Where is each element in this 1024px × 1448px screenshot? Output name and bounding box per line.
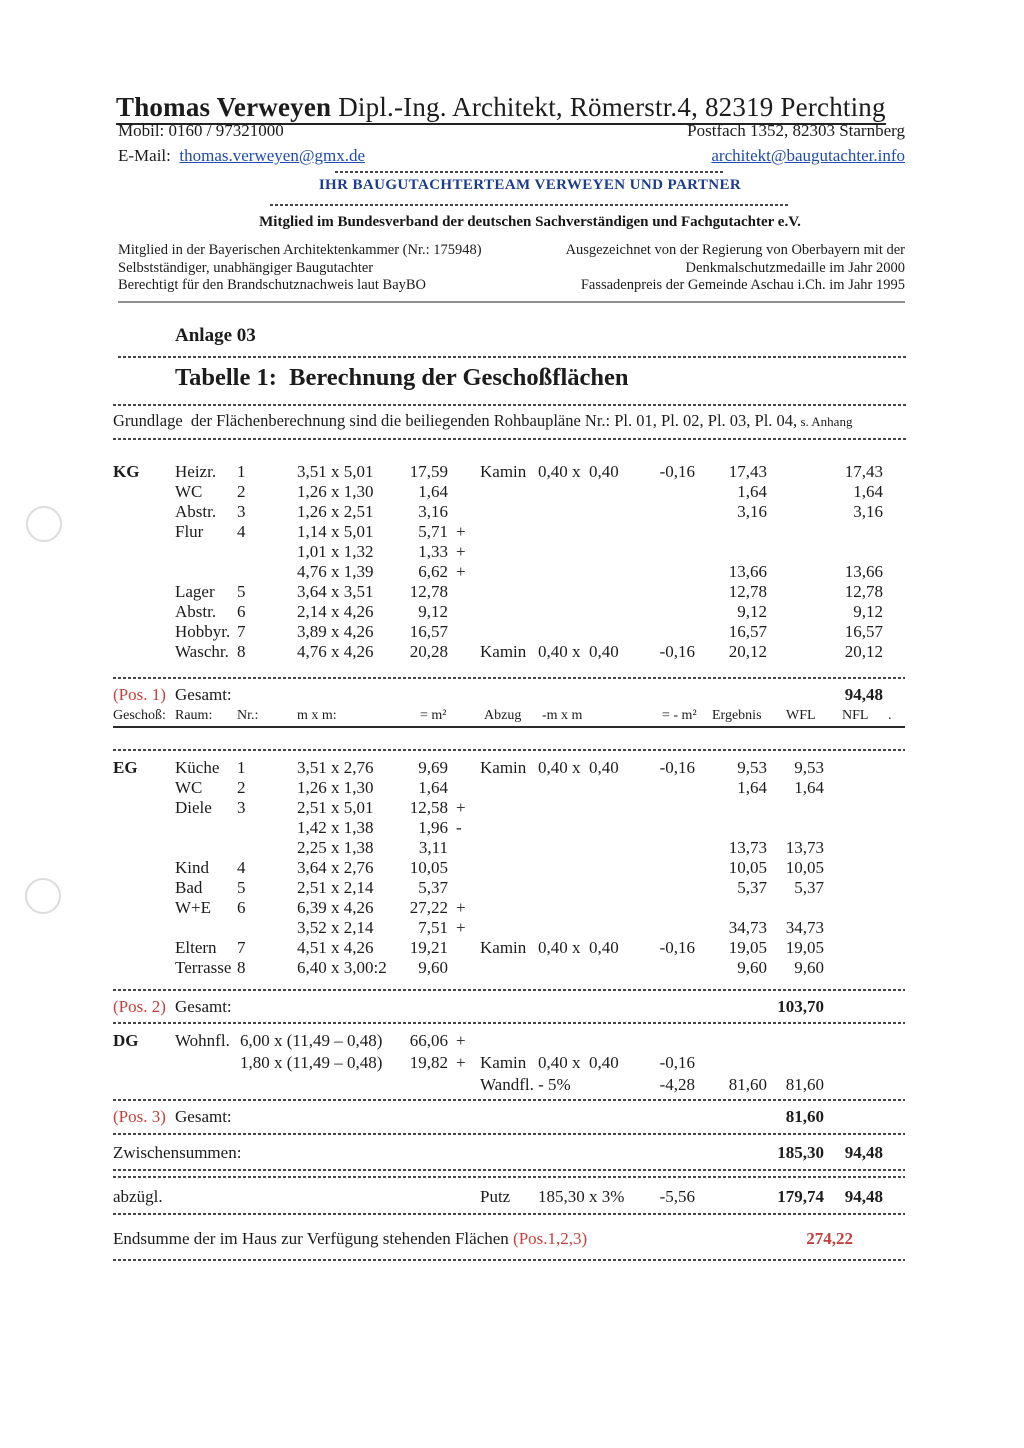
cell-ges: KG xyxy=(113,462,140,481)
cell-ablab: Kamin xyxy=(480,758,527,777)
cell-sqm: 20,28 xyxy=(409,642,448,661)
table-row xyxy=(0,878,1024,898)
cell-erg: 5,37 xyxy=(737,878,767,897)
cell-wfl: 81,60 xyxy=(785,1075,824,1094)
cell-hmxm2: -m x m xyxy=(542,708,583,723)
basis-note: s. Anhang xyxy=(797,414,853,429)
cell-nr: 1 xyxy=(237,462,246,481)
table-row xyxy=(0,622,1024,642)
cell-mxm: 1,14 x 5,01 xyxy=(297,522,374,541)
cell-ablab: Kamin xyxy=(480,462,527,481)
cell-wfl: 81,60 xyxy=(785,1107,824,1126)
cell-nr: 8 xyxy=(237,642,246,661)
cell-raum: Hobbyr. xyxy=(175,622,231,641)
table-row xyxy=(0,542,1024,562)
cell-abres: -0,16 xyxy=(659,642,695,661)
cell-abres: -0,16 xyxy=(659,462,695,481)
cell-ablab: Kamin xyxy=(480,642,527,661)
divider-dashed xyxy=(113,1133,905,1135)
cell-mxm: 4,51 x 4,26 xyxy=(297,938,374,957)
cell-raum: Lager xyxy=(175,582,215,601)
cell-nfl: 94,48 xyxy=(844,1187,883,1206)
cell-mxm: 3,52 x 2,14 xyxy=(297,918,374,937)
cell-raum: Gesamt: xyxy=(175,685,232,704)
cell-wfl: 179,74 xyxy=(777,1187,824,1206)
table-row xyxy=(0,642,1024,662)
divider-dashed xyxy=(113,1176,905,1178)
divider-dashed xyxy=(113,1259,905,1261)
cell-sign: - xyxy=(456,818,462,837)
cell-mxm: 1,26 x 2,51 xyxy=(297,502,374,521)
cell-mxm: 1,01 x 1,32 xyxy=(297,542,374,561)
divider-dashed xyxy=(113,749,905,751)
cell-sqm: 1,64 xyxy=(418,482,448,501)
cell-erg: 13,66 xyxy=(728,562,767,581)
cell-sqm: 9,12 xyxy=(418,602,448,621)
cell-ges: EG xyxy=(113,758,138,777)
table-total-pos1 xyxy=(0,684,1024,706)
cell-erg: 17,43 xyxy=(728,462,767,481)
cell-abres: -4,28 xyxy=(659,1075,695,1094)
cell-ablab: Wandfl. - 5% xyxy=(480,1075,571,1094)
table-section-eg xyxy=(0,758,1024,978)
cell-erg: 1,64 xyxy=(737,778,767,797)
cell-sqm: 12,78 xyxy=(409,582,448,601)
table-row xyxy=(0,898,1024,918)
table-row xyxy=(0,1074,1024,1096)
cell-abdim: 0,40 x 0,40 xyxy=(538,642,619,661)
cell-erg: 9,60 xyxy=(737,958,767,977)
cell-nfl: 12,78 xyxy=(844,582,883,601)
letterhead-title xyxy=(116,92,916,123)
cell-erg: 1,64 xyxy=(737,482,767,501)
cell-nfl: 20,12 xyxy=(844,642,883,661)
cell-abres: -5,56 xyxy=(659,1187,695,1206)
table-row xyxy=(0,582,1024,602)
cell-raum: Flur xyxy=(175,522,204,541)
cell-raum: Kind xyxy=(175,858,209,877)
postfach-address: Postfach 1352, 82303 Starnberg xyxy=(687,121,905,140)
cell-wfl: 13,73 xyxy=(785,838,824,857)
cell-mxm: 3,51 x 2,76 xyxy=(297,758,374,777)
cell-mxmdg: 1,80 x (11,49 – 0,48) xyxy=(240,1053,383,1072)
cell-mxm: 2,25 x 1,38 xyxy=(297,838,374,857)
divider-dashed xyxy=(118,356,908,358)
cell-sqm: 19,82 xyxy=(409,1053,448,1072)
cell-end: 274,22 xyxy=(806,1229,853,1248)
table-row xyxy=(0,482,1024,502)
cell-wfl: 9,60 xyxy=(794,958,824,977)
cell-nfl: 94,48 xyxy=(844,1143,883,1162)
cell-sqm: 6,62 xyxy=(418,562,448,581)
cell-nr: 4 xyxy=(237,858,246,877)
cell-sign: + xyxy=(456,522,466,541)
cell-hwfl: WFL xyxy=(786,708,816,723)
cell-wfl: 5,37 xyxy=(794,878,824,897)
table-row xyxy=(0,858,1024,878)
architect-title: Dipl.-Ing. Architekt, Römerstr.4, 82319 Perchting xyxy=(331,92,886,122)
cell-raum: Abstr. xyxy=(175,502,217,521)
table-row xyxy=(0,938,1024,958)
divider-dashed xyxy=(113,404,908,406)
cell-sqm: 1,96 xyxy=(418,818,448,837)
cell-sqm: 19,21 xyxy=(409,938,448,957)
table-row xyxy=(0,1186,1024,1208)
table-row xyxy=(0,562,1024,582)
table-column-header xyxy=(0,706,1024,726)
table-row xyxy=(0,502,1024,522)
table-row xyxy=(0,1106,1024,1128)
divider-dashed xyxy=(113,1213,905,1215)
cell-ablab: Putz xyxy=(480,1187,511,1206)
cell-hnfl: NFL xyxy=(842,708,869,723)
cell-abdim: 185,30 x 3% xyxy=(538,1187,625,1206)
cell-raum: Wohnfl. xyxy=(175,1031,230,1050)
table-row xyxy=(0,602,1024,622)
table-row xyxy=(0,778,1024,798)
cell-gesr-suffix: (Pos.1,2,3) xyxy=(513,1229,588,1248)
divider-dashed xyxy=(270,204,790,206)
cell-sign: + xyxy=(456,918,466,937)
cell-wfl: 103,70 xyxy=(777,997,824,1016)
cell-raum: Gesamt: xyxy=(175,997,232,1016)
cell-erg: 9,12 xyxy=(737,602,767,621)
divider-dashed xyxy=(113,1022,905,1024)
cell-raum: Gesamt: xyxy=(175,1107,232,1126)
annex-label: Anlage 03 xyxy=(175,325,256,346)
table-section-dg xyxy=(0,1030,1024,1096)
cell-mxm: 6,39 x 4,26 xyxy=(297,898,374,917)
cell-mxm: 3,64 x 3,51 xyxy=(297,582,374,601)
table-section-kg xyxy=(0,462,1024,662)
cell-sqm: 66,06 xyxy=(409,1031,448,1050)
cell-mxmdg: 6,00 x (11,49 – 0,48) xyxy=(240,1031,383,1050)
cell-sqm: 10,05 xyxy=(409,858,448,877)
basis-text: Grundlage der Flächenberechnung sind die beiliegenden Rohbaupläne Nr.: Pl. 01, Pl. 02, Pl. 03, Pl. 04, s. Anhang xyxy=(113,411,853,430)
credential-line: Denkmalschutzmedaille im Jahr 2000 xyxy=(685,259,905,276)
cell-hmxm: m x m: xyxy=(297,708,337,723)
cell-nr: 2 xyxy=(237,778,246,797)
cell-erg: 19,05 xyxy=(728,938,767,957)
cell-erg: 9,53 xyxy=(737,758,767,777)
cell-sqm: 9,60 xyxy=(418,958,448,977)
cell-erg: 20,12 xyxy=(728,642,767,661)
email-link-right[interactable]: architekt@baugutachter.info xyxy=(711,146,905,165)
cell-abdim: 0,40 x 0,40 xyxy=(538,758,619,777)
cell-sqm: 7,51 xyxy=(418,918,448,937)
table-deduction xyxy=(0,1186,1024,1208)
cell-raum: Bad xyxy=(175,878,203,897)
table-row xyxy=(0,996,1024,1018)
cell-erg: 3,16 xyxy=(737,502,767,521)
cell-sqm: 3,11 xyxy=(418,838,448,857)
table-title: Tabelle 1: Berechnung der Geschoßflächen xyxy=(175,364,629,391)
cell-nr: 1 xyxy=(237,758,246,777)
cell-nfl: 13,66 xyxy=(844,562,883,581)
cell-nfl: 16,57 xyxy=(844,622,883,641)
table-row xyxy=(0,798,1024,818)
cell-sign: + xyxy=(456,1053,466,1072)
cell-erg: 10,05 xyxy=(728,858,767,877)
cell-raum: Diele xyxy=(175,798,212,817)
cell-wfl: 19,05 xyxy=(785,938,824,957)
membership-line: Mitglied im Bundesverband der deutschen Sachverständigen und Fachgutachter e.V. xyxy=(259,214,801,230)
cell-gesr: (Pos. 2) xyxy=(113,997,166,1016)
table-row xyxy=(0,918,1024,938)
cell-nr: 5 xyxy=(237,878,246,897)
cell-hges: Geschoß: xyxy=(113,708,166,723)
cell-gesr: (Pos. 1) xyxy=(113,685,166,704)
cell-nr: 4 xyxy=(237,522,246,541)
cell-hsqm: = m² xyxy=(420,708,447,723)
divider-dashed xyxy=(113,1099,905,1101)
credential-line: Selbstständiger, unabhängiger Baugutachter xyxy=(118,259,374,276)
cell-herg: Ergebnis xyxy=(712,708,762,723)
punch-hole-artifact xyxy=(25,878,61,914)
cell-erg: 12,78 xyxy=(728,582,767,601)
credentials-left xyxy=(118,242,482,295)
divider-dashed xyxy=(113,677,905,679)
cell-nr: 3 xyxy=(237,502,246,521)
cell-raum: Eltern xyxy=(175,938,217,957)
divider-solid xyxy=(113,726,905,728)
cell-wfl: 185,30 xyxy=(777,1143,824,1162)
cell-ablab: Kamin xyxy=(480,938,527,957)
cell-erg: 16,57 xyxy=(728,622,767,641)
cell-hsqm2: = - m² xyxy=(662,708,697,723)
cell-erg: 34,73 xyxy=(728,918,767,937)
cell-raum: Heizr. xyxy=(175,462,217,481)
cell-nfl: 1,64 xyxy=(853,482,883,501)
divider-dashed xyxy=(335,171,725,173)
cell-wfl: 34,73 xyxy=(785,918,824,937)
cell-abdim: 0,40 x 0,40 xyxy=(538,462,619,481)
cell-sqm: 5,71 xyxy=(418,522,448,541)
table-row xyxy=(0,462,1024,482)
table-row xyxy=(0,1052,1024,1074)
cell-mxm: 1,42 x 1,38 xyxy=(297,818,374,837)
cell-nr: 6 xyxy=(237,602,246,621)
table-row xyxy=(0,1142,1024,1164)
mobile-number: Mobil: 0160 / 97321000 xyxy=(118,121,284,140)
cell-sign: + xyxy=(456,798,466,817)
table-row xyxy=(0,958,1024,978)
table-total-pos2 xyxy=(0,996,1024,1018)
cell-sqm: 1,33 xyxy=(418,542,448,561)
cell-mxm: 4,76 x 1,39 xyxy=(297,562,374,581)
credential-line: Fassadenpreis der Gemeinde Aschau i.Ch. im Jahr 1995 xyxy=(580,277,905,294)
cell-sqm: 12,58 xyxy=(409,798,448,817)
punch-hole-artifact xyxy=(26,506,62,542)
cell-wfl: 10,05 xyxy=(785,858,824,877)
cell-nfl: 94,48 xyxy=(844,685,883,704)
cell-sqm: 1,64 xyxy=(418,778,448,797)
cell-nfl: 17,43 xyxy=(844,462,883,481)
cell-gesr: abzügl. xyxy=(113,1187,163,1206)
divider-dashed xyxy=(113,989,905,991)
cell-abres: -0,16 xyxy=(659,758,695,777)
cell-mxm: 2,51 x 2,14 xyxy=(297,878,374,897)
cell-gesr: (Pos. 3) xyxy=(113,1107,166,1126)
cell-raum: WC xyxy=(175,482,203,501)
cell-nr: 6 xyxy=(237,898,246,917)
divider-dashed xyxy=(113,1169,905,1171)
cell-raum: Küche xyxy=(175,758,220,777)
cell-wfl: 9,53 xyxy=(794,758,824,777)
cell-sign: + xyxy=(456,562,466,581)
cell-abdim: 0,40 x 0,40 xyxy=(538,1053,619,1072)
email-link-left[interactable]: thomas.verweyen@gmx.de xyxy=(179,146,365,165)
table-row xyxy=(0,838,1024,858)
cell-nfl: 9,12 xyxy=(853,602,883,621)
cell-mxm: 2,51 x 5,01 xyxy=(297,798,374,817)
cell-sign: + xyxy=(456,542,466,561)
cell-abdim: 0,40 x 0,40 xyxy=(538,938,619,957)
credentials-right xyxy=(470,242,905,295)
cell-hdot: . xyxy=(888,708,892,723)
cell-nr: 7 xyxy=(237,938,246,957)
table-row xyxy=(0,1030,1024,1052)
cell-sqm: 16,57 xyxy=(409,622,448,641)
cell-mxm: 2,14 x 4,26 xyxy=(297,602,374,621)
table-row xyxy=(0,1228,1024,1250)
cell-nr: 8 xyxy=(237,958,246,977)
table-total-pos3 xyxy=(0,1106,1024,1128)
cell-hnr: Nr.: xyxy=(237,708,259,723)
cell-mxm: 1,26 x 1,30 xyxy=(297,482,374,501)
cell-mxm: 1,26 x 1,30 xyxy=(297,778,374,797)
table-row xyxy=(0,522,1024,542)
credential-line: Mitglied in der Bayerischen Architektenkammer (Nr.: 175948) xyxy=(118,242,482,258)
table-subtotals xyxy=(0,1142,1024,1164)
team-banner: IHR BAUGUTACHTERTEAM VERWEYEN UND PARTNER xyxy=(318,177,742,193)
cell-nfl: 3,16 xyxy=(853,502,883,521)
cell-abres: -0,16 xyxy=(659,938,695,957)
cell-mxm: 3,89 x 4,26 xyxy=(297,622,374,641)
cell-ges: DG xyxy=(113,1031,139,1050)
credential-line: Ausgezeichnet von der Regierung von Oberbayern mit der xyxy=(565,242,905,258)
table-row xyxy=(0,758,1024,778)
cell-gesr: Endsumme der im Haus zur Verfügung stehenden Flächen (Pos.1,2,3) xyxy=(113,1229,588,1248)
cell-sqm: 9,69 xyxy=(418,758,448,777)
cell-nr: 3 xyxy=(237,798,246,817)
cell-sign: + xyxy=(456,898,466,917)
table-row xyxy=(0,706,1024,726)
cell-raum: Abstr. xyxy=(175,602,217,621)
cell-abres: -0,16 xyxy=(659,1053,695,1072)
cell-habzug: Abzug xyxy=(484,708,522,723)
cell-sqm: 27,22 xyxy=(409,898,448,917)
divider-solid xyxy=(118,301,905,303)
email-row xyxy=(118,146,365,166)
cell-hraum: Raum: xyxy=(175,708,213,723)
cell-erg: 81,60 xyxy=(728,1075,767,1094)
cell-mxm: 6,40 x 3,00:2 xyxy=(297,958,387,977)
cell-mxm: 3,51 x 5,01 xyxy=(297,462,374,481)
cell-raum: Terrasse xyxy=(175,958,232,977)
cell-wfl: 1,64 xyxy=(794,778,824,797)
table-row xyxy=(0,818,1024,838)
cell-raum: W+E xyxy=(175,898,212,917)
cell-raum: WC xyxy=(175,778,203,797)
architect-name: Thomas Verweyen xyxy=(116,92,332,122)
credential-line: Berechtigt für den Brandschutznachweis laut BayBO xyxy=(118,277,427,294)
cell-gesr: Zwischensummen: xyxy=(113,1143,242,1162)
email-link-right-wrap xyxy=(500,146,905,166)
cell-mxm: 4,76 x 4,26 xyxy=(297,642,374,661)
table-row xyxy=(0,684,1024,706)
cell-sqm: 17,59 xyxy=(409,462,448,481)
cell-nr: 7 xyxy=(237,622,246,641)
divider-dashed xyxy=(113,438,908,440)
cell-ablab: Kamin xyxy=(480,1053,527,1072)
cell-sqm: 3,16 xyxy=(418,502,448,521)
table-grand-total xyxy=(0,1228,1024,1250)
cell-nr: 2 xyxy=(237,482,246,501)
cell-sqm: 5,37 xyxy=(418,878,448,897)
cell-mxm: 3,64 x 2,76 xyxy=(297,858,374,877)
cell-erg: 13,73 xyxy=(728,838,767,857)
email-label: E-Mail: xyxy=(118,146,180,165)
cell-raum: Waschr. xyxy=(175,642,229,661)
cell-nr: 5 xyxy=(237,582,246,601)
cell-sign: + xyxy=(456,1031,466,1050)
